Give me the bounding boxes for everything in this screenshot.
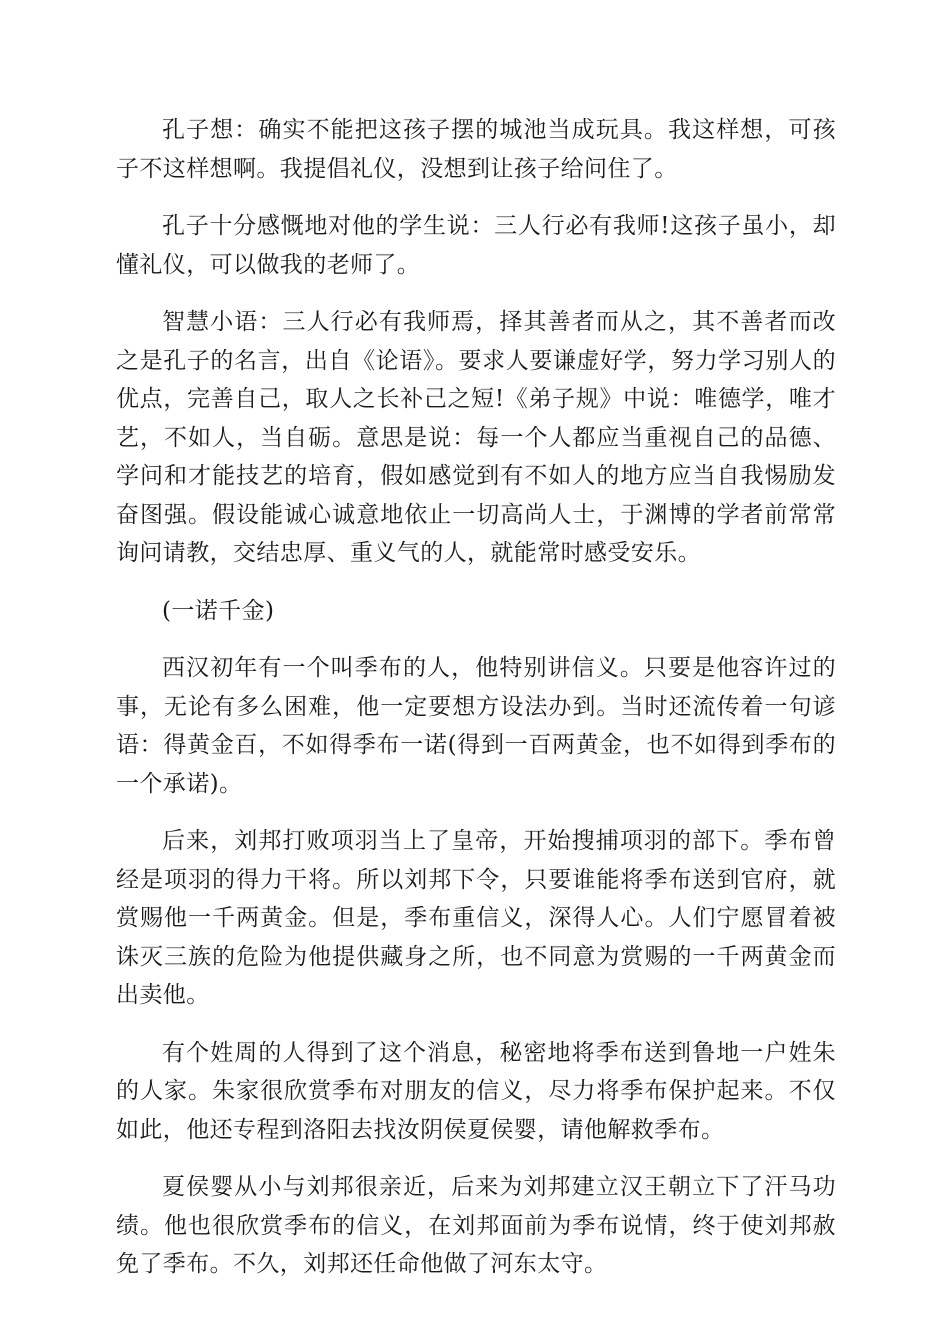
paragraph-liubang-decree: 后来，刘邦打败项羽当上了皇帝，开始搜捕项羽的部下。季布曾经是项羽的得力干将。所以刘邦下令，只要谁能将季布送到官府，就赏赐他一千两黄金。但是，季布重信义，深得人心。人们宁愿冒着被诛灭三族的危险为他提供藏身之所，也不同意为赏赐的一千两黄金而出卖他。 [116, 828, 836, 1008]
paragraph-xiahouying: 夏侯婴从小与刘邦很亲近，后来为刘邦建立汉王朝立下了汗马功绩。他也很欣赏季布的信义，在刘邦面前为季布说情，终于使刘邦赦免了季布。不久，刘邦还任命他做了河东太守。 [116, 1174, 836, 1277]
section-heading-promise: (一诺千金) [162, 597, 275, 624]
paragraph-jibu-intro: 西汉初年有一个叫季布的人，他特别讲信义。只要是他容许过的事，无论有多么困难，他一定要想方设法办到。当时还流传着一句谚语：得黄金百，不如得季布一诺(得到一百两黄金，也不如得到季布的一个承诺)。 [116, 655, 836, 797]
paragraph-confucius-thought: 孔子想：确实不能把这孩子摆的城池当成玩具。我这样想，可孩子不这样想啊。我提倡礼仪，没想到让孩子给问住了。 [116, 117, 836, 182]
paragraph-confucius-remark: 孔子十分感慨地对他的学生说：三人行必有我师!这孩子虽小，却懂礼仪，可以做我的老师了。 [116, 213, 836, 278]
paragraph-wisdom-note: 智慧小语：三人行必有我师焉，择其善者而从之，其不善者而改之是孔子的名言，出自《论语》。要求人要谦虚好学，努力学习别人的优点，完善自己，取人之长补己之短!《弟子规》中说：唯德学，唯才艺，不如人，当自砺。意思是说：每一个人都应当重视自己的品德、学问和才能技艺的培育，假如感觉到有不如人的地方应当自我惕励发奋图强。假设能诚心诚意地依止一切高尚人士，于渊博的学者前常常询问请教，交结忠厚、重义气的人，就能常时感受安乐。 [116, 309, 836, 566]
paragraph-zhu-family: 有个姓周的人得到了这个消息，秘密地将季布送到鲁地一户姓朱的人家。朱家很欣赏季布对朋友的信义，尽力将季布保护起来。不仅如此，他还专程到洛阳去找汝阴侯夏侯婴，请他解救季布。 [116, 1039, 836, 1143]
document-body [116, 111, 836, 1303]
